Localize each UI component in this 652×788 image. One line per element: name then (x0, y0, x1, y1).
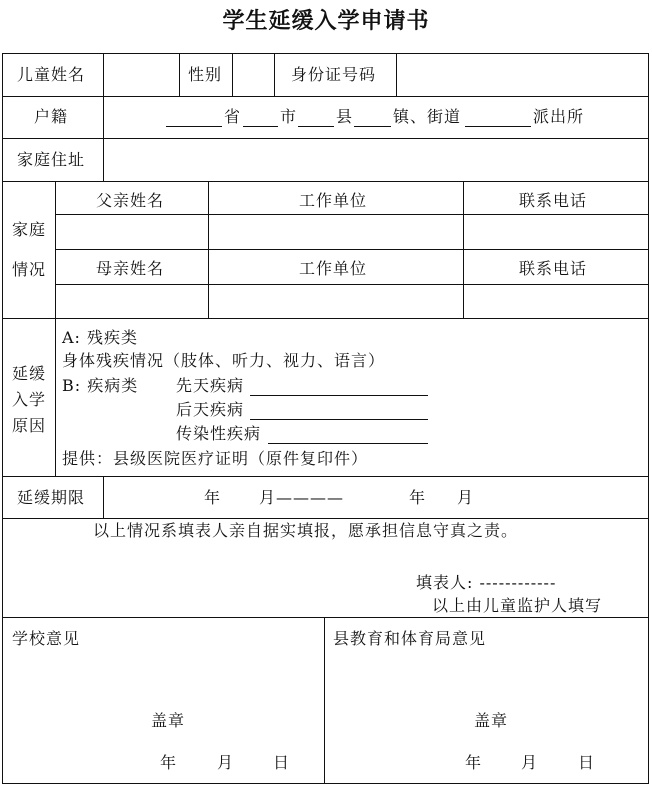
mother-work-field[interactable] (209, 285, 463, 318)
disability-detail: 身体残疾情况（肢体、听力、视力、语言） (62, 351, 386, 370)
period-month-1: 月———— (259, 488, 345, 507)
mother-name-header: 母亲姓名 (96, 259, 165, 278)
school-date-day: 日 (273, 753, 291, 772)
mother-work-header: 工作单位 (299, 259, 368, 278)
city-text: 市 (280, 107, 298, 126)
filler-signature[interactable]: 填表人: ------------ (416, 573, 557, 592)
id-number-label: 身份证号码 (291, 65, 377, 84)
town-blank[interactable] (354, 126, 391, 127)
reason-label-2: 入学 (12, 390, 47, 409)
father-name-header: 父亲姓名 (96, 191, 165, 210)
father-phone-field[interactable] (464, 215, 648, 249)
reason-label-3: 原因 (12, 416, 47, 435)
id-number-field[interactable] (397, 54, 648, 96)
school-date-month: 月 (217, 753, 235, 772)
page-title: 学生延缓入学申请书 (222, 9, 430, 34)
acquired-label: 后天疾病 (176, 400, 245, 419)
bureau-opinion-label: 县教育和体育局意见 (333, 629, 487, 648)
infectious-label: 传染性疾病 (176, 424, 262, 443)
address-field[interactable] (104, 139, 648, 181)
county-text: 县 (336, 107, 354, 126)
bureau-date-year: 年 (465, 753, 483, 772)
town-text: 镇、街道 (393, 107, 462, 126)
school-date-year: 年 (160, 753, 178, 772)
reason-label-1: 延缓 (12, 364, 47, 383)
period-month-2: 月 (457, 488, 475, 507)
child-name-field[interactable] (104, 54, 179, 96)
bureau-date-month: 月 (521, 753, 539, 772)
guardian-note: 以上由儿童监护人填写 (432, 596, 603, 615)
school-opinion-label: 学校意见 (12, 629, 81, 648)
province-blank[interactable] (166, 126, 222, 127)
mother-phone-header: 联系电话 (519, 259, 588, 278)
county-blank[interactable] (298, 126, 334, 127)
police-blank[interactable] (465, 126, 531, 127)
child-name-label: 儿童姓名 (17, 65, 86, 84)
period-year-2: 年 (409, 488, 427, 507)
gender-field[interactable] (233, 54, 274, 96)
address-label: 家庭住址 (17, 150, 86, 169)
father-name-field[interactable] (56, 215, 208, 249)
medical-proof-note: 提供：县级医院医疗证明（原件复印件） (62, 449, 369, 468)
family-label-2: 情况 (12, 260, 47, 279)
acquired-blank[interactable] (250, 419, 428, 420)
family-label-1: 家庭 (12, 220, 47, 239)
gender-label: 性别 (188, 65, 223, 84)
father-phone-header: 联系电话 (519, 191, 588, 210)
declaration-statement: 以上情况系填表人亲自据实填报，愿承担信息守真之责。 (93, 521, 519, 540)
congenital-label: 先天疾病 (176, 376, 245, 395)
mother-name-field[interactable] (56, 285, 208, 318)
illness-category: B: 疾病类 (62, 376, 139, 395)
period-year-1: 年 (204, 488, 222, 507)
deferral-period-label: 延缓期限 (17, 488, 86, 507)
disability-category: A: 残疾类 (62, 328, 139, 347)
police-text: 派出所 (533, 107, 585, 126)
mother-phone-field[interactable] (464, 285, 648, 318)
bureau-date-day: 日 (578, 753, 596, 772)
father-work-field[interactable] (209, 215, 463, 249)
bureau-seal: 盖章 (474, 711, 509, 730)
father-work-header: 工作单位 (299, 191, 368, 210)
infectious-blank[interactable] (268, 443, 428, 444)
school-seal: 盖章 (151, 711, 186, 730)
household-label: 户籍 (34, 107, 69, 126)
province-text: 省 (224, 107, 242, 126)
congenital-blank[interactable] (250, 395, 428, 396)
city-blank[interactable] (243, 126, 278, 127)
